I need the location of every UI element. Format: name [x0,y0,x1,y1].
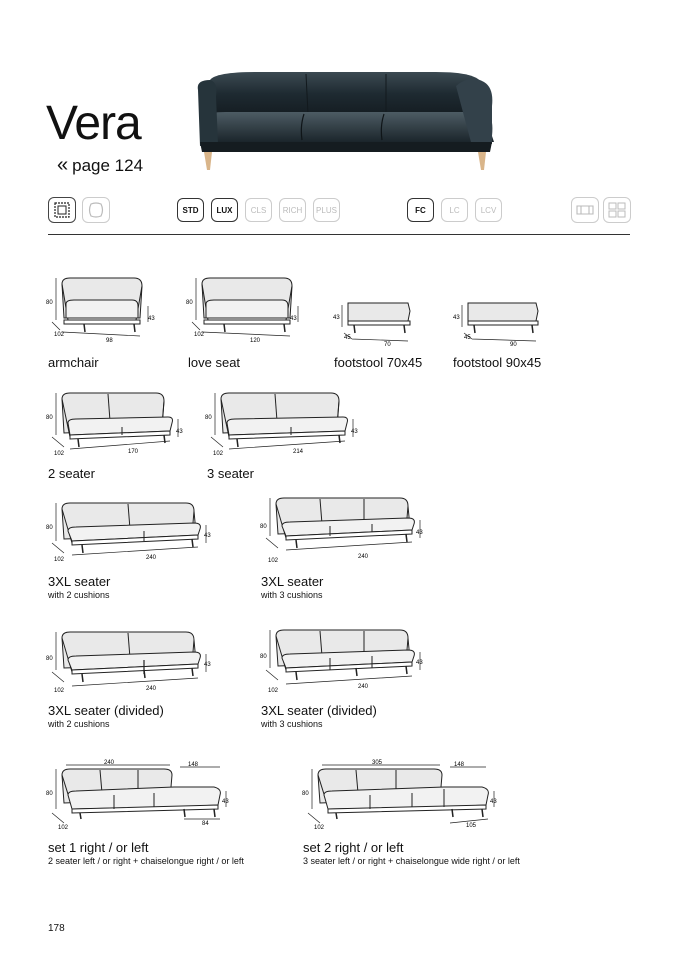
dim-width: 70 [384,342,391,348]
dim-width: 90 [510,342,517,348]
dim-seat: 43 [490,799,497,805]
badge-std[interactable]: STD [177,198,204,222]
set-2-caption [303,840,520,866]
dim-width: 120 [250,338,261,344]
xl-divided-3-drawing [258,622,433,697]
footstool-90-label: footstool 90x45 [453,355,542,370]
dim-height: 80 [260,524,267,530]
dim-depth: 45 [464,335,471,341]
dim-depth: 102 [54,332,65,338]
page-title: Vera [46,97,141,150]
xl-divided-2-drawing [44,624,219,699]
dim-seat: 43 [416,530,423,536]
dim-width: 170 [128,449,139,455]
badge-fc[interactable]: FC [407,198,434,222]
page-reference[interactable] [57,154,143,177]
dim-height: 80 [46,300,53,306]
dim-depth: 102 [58,825,69,831]
xl-divided-3-caption [261,703,377,729]
dim-height: 80 [46,415,53,421]
set-1-caption [48,840,244,866]
xl-divided-3-label: 3XL seater (divided) [261,703,377,718]
dim-height: 43 [333,315,340,321]
dim-seat: 43 [204,662,211,668]
xl-seater-2-drawing [44,495,219,570]
xl-seater-3-drawing [258,490,433,565]
dim-height: 80 [260,654,267,660]
dim-height: 80 [46,791,53,797]
fabric-icon[interactable] [48,197,76,223]
header-divider [48,234,630,235]
two-seater-label: 2 seater [48,466,95,481]
dim-chaise-depth: 105 [466,823,477,829]
dim-chaise-depth: 84 [202,821,209,827]
dim-width: 240 [146,686,157,692]
page-number: 178 [48,923,65,934]
dim-depth: 102 [54,557,65,563]
dim-seat: 43 [176,429,183,435]
dim-depth: 45 [344,335,351,341]
leather-icon[interactable] [82,197,110,223]
dim-seat: 43 [351,429,358,435]
dim-top-width: 240 [104,760,115,766]
armchair-label: armchair [48,355,99,370]
dim-width: 214 [293,449,304,455]
badge-cls[interactable]: CLS [245,198,272,222]
dim-depth: 102 [54,451,65,457]
xl-seater-3-label: 3XL seater [261,574,324,589]
sofa-photo [196,66,494,174]
dim-top-width: 305 [372,760,383,766]
page-ref-arrow: « [57,154,69,176]
xl-divided-2-caption [48,703,164,729]
set-2-drawing [300,755,510,835]
set-1-sub: 2 seater left / or right + chaiselongue right / or left [48,856,244,866]
page-ref-label: page 124 [72,156,144,175]
loveseat-drawing [184,270,314,350]
dim-depth: 102 [314,825,325,831]
set-2-sub: 3 seater left / or right + chaiselongue wide right / or left [303,856,520,866]
footstool-90-drawing [450,295,550,350]
xl-seater-2-caption [48,574,110,600]
xl-seater-3-caption [261,574,323,600]
xl-divided-2-label: 3XL seater (divided) [48,703,164,718]
xl-seater-2-label: 3XL seater [48,574,111,589]
footstool-70-label: footstool 70x45 [334,355,423,370]
dim-width: 240 [358,684,369,690]
dim-seat: 43 [290,316,297,322]
badge-lux[interactable]: LUX [211,198,238,222]
xl-divided-2-sub: with 2 cushions [48,719,110,729]
set-2-label: set 2 right / or left [303,840,404,855]
armchair-drawing [44,270,162,350]
xl-seater-2-sub: with 2 cushions [48,590,110,600]
dim-height: 43 [453,315,460,321]
badge-lc[interactable]: LC [441,198,468,222]
dim-depth: 102 [194,332,205,338]
dim-chaise-width: 148 [454,762,465,768]
dim-depth: 102 [268,688,279,694]
badge-rich[interactable]: RICH [279,198,306,222]
dim-seat: 43 [222,799,229,805]
xl-divided-3-sub: with 3 cushions [261,719,323,729]
dim-height: 80 [46,525,53,531]
dim-height: 80 [186,300,193,306]
badge-plus[interactable]: PLUS [313,198,340,222]
dim-depth: 102 [268,558,279,564]
dim-chaise-width: 148 [188,762,199,768]
dim-seat: 43 [416,660,423,666]
two-seater-drawing [44,385,189,465]
dim-seat: 43 [204,533,211,539]
dim-height: 80 [205,415,212,421]
dim-height: 80 [46,656,53,662]
xl-seater-3-sub: with 3 cushions [261,590,323,600]
badge-lcv[interactable]: LCV [475,198,502,222]
dim-width: 98 [106,338,113,344]
single-module-icon[interactable] [571,197,599,223]
set-1-drawing [44,755,239,835]
set-1-label: set 1 right / or left [48,840,149,855]
dim-width: 240 [358,554,369,560]
footstool-70-drawing [330,295,420,350]
loveseat-label: love seat [188,355,241,370]
dim-height: 80 [302,791,309,797]
modular-icon[interactable] [603,197,631,223]
dim-seat: 43 [148,316,155,322]
dim-depth: 102 [54,688,65,694]
dim-depth: 102 [213,451,224,457]
three-seater-label: 3 seater [207,466,254,481]
three-seater-drawing [203,385,363,465]
dim-width: 240 [146,555,157,561]
